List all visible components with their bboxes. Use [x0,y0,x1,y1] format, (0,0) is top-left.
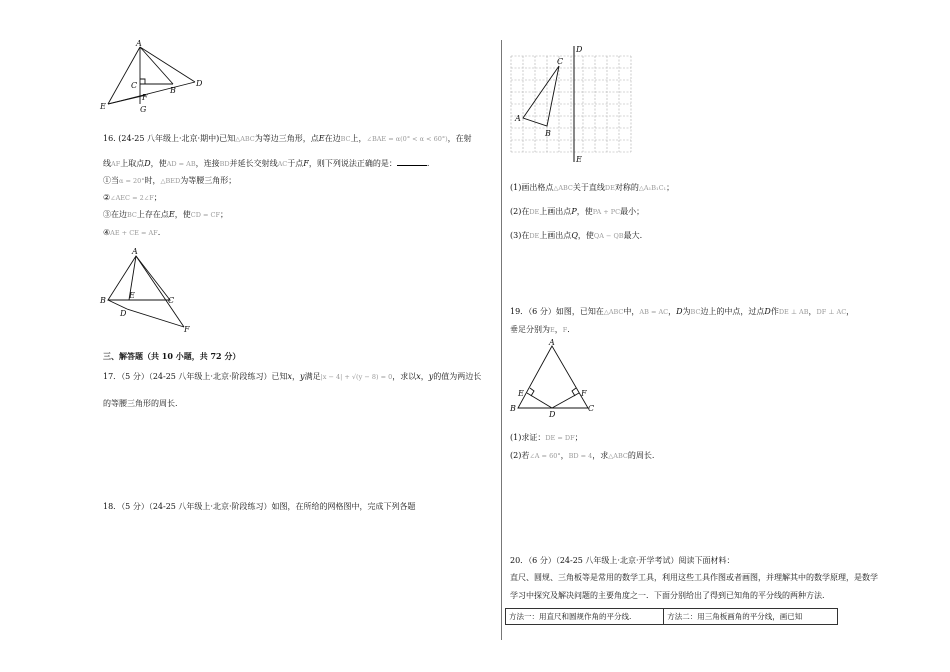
fig19-label-a: A [549,338,555,347]
fig16-label-d: D [120,309,127,318]
q16-line1: 16. (24-25 八年级上·北京·期中)已知△ABC为等边三角形，点E在边BC上，∠BAE = α(0° < α < 60°)，在射 [103,134,472,143]
figure-q19 [508,338,598,418]
q19-line1: 19．（6 分）如图，已知在△ABC中，AB = AC，D为BC边上的中点，过点D作DE ⊥ AB，DF ⊥ AC， [510,307,855,316]
fig19-label-e: E [518,389,524,398]
column-divider [501,40,502,640]
q17-line1: 17．（5 分）（24-25 八年级上·北京·阶段练习）已知x，y满足|x − 4| + √(y − 8) = 0，求以x，y的值为两边长 [103,372,482,381]
q16-option-3: ③在边BC上存在点E，使CD = CF； [103,210,228,219]
fig19-label-b: B [510,404,516,413]
fig19-label-d: D [549,410,556,419]
q18-line1: 18．（5 分）（24-25 八年级上·北京·阶段练习）如图，在所给的网格图中，完成下列各题 [103,502,416,511]
figure-top-left [100,39,210,114]
fig-top-label-c: C [131,81,138,90]
fig-top-label-g: G [140,105,147,114]
table-row [506,609,838,625]
q18-part-3: (3)在DE上画出点Q，使QA − QB最大. [510,231,643,240]
fig18-label-b: B [545,129,551,138]
fig18-label-d: D [576,45,583,54]
q20-paragraph-line1: 直尺、圆规、三角板等是常用的数学工具，利用这些工具作图或者画图，并理解其中的数学原理，是数学 [510,573,878,582]
figure-q16 [100,248,200,333]
fig18-label-a: A [515,114,521,123]
fig-top-label-f: F [142,93,148,102]
fig16-label-e: E [129,291,135,300]
q16-line2: 线AF上取点D，使AD = AB，连接BD并延长交射线AC于点F，则下列说法正确的是： . [103,159,430,168]
fig-top-label-d: D [196,79,203,88]
q19-part-2: (2)若∠A = 60°，BD = 4，求△ABC的周长. [510,451,655,460]
fig16-label-c: C [168,296,175,305]
method-1-cell: 方法一：用直尺和圆规作角的平分线. [506,609,664,625]
q20-methods-table [505,608,838,625]
q20-paragraph-line2: 学习中探究及解决问题的主要角度之一．下面分别给出了得到已知角的平分线的两种方法. [510,591,825,600]
fig18-label-e: E [576,155,582,164]
q16-option-1: ①当α = 20°时，△BED为等腰三角形； [103,176,237,185]
fig18-label-c: C [557,57,564,66]
q18-part-1: (1)画出格点△ABC关于直线DE对称的△A₁B₁C₁； [510,183,675,192]
fig16-label-f: F [184,325,190,334]
fig16-label-b: B [100,296,106,305]
fig19-label-c: C [588,404,595,413]
fig19-label-f: F [581,389,587,398]
q16-option-4: ④AE + CE = AF. [103,228,161,237]
fig-top-label-b: B [170,86,176,95]
q17-line2: 的等腰三角形的周长. [103,399,178,408]
fig16-label-a: A [132,247,138,256]
section-3-title: 三、解答题（共 10 小题，共 72 分） [103,351,241,361]
q20-line1: 20．（6 分）（24-25 八年级上·北京·开学考试）阅读下面材料： [510,556,735,565]
figure-q18-grid [508,46,638,166]
q19-part-1: (1)求证：DE = DF； [510,433,583,442]
method-2-cell: 方法二：用三角板画角的平分线，画已知 [664,609,838,625]
fig-top-label-e: E [100,102,106,111]
answer-blank [397,158,427,166]
q18-part-2: (2)在DE上画出点P，使PA + PC最小； [510,207,645,216]
fig-top-label-a: A [136,39,142,48]
q16-option-2: ②∠AEC = 2∠F； [103,193,162,202]
q19-line2: 垂足分别为E，F． [510,325,576,334]
